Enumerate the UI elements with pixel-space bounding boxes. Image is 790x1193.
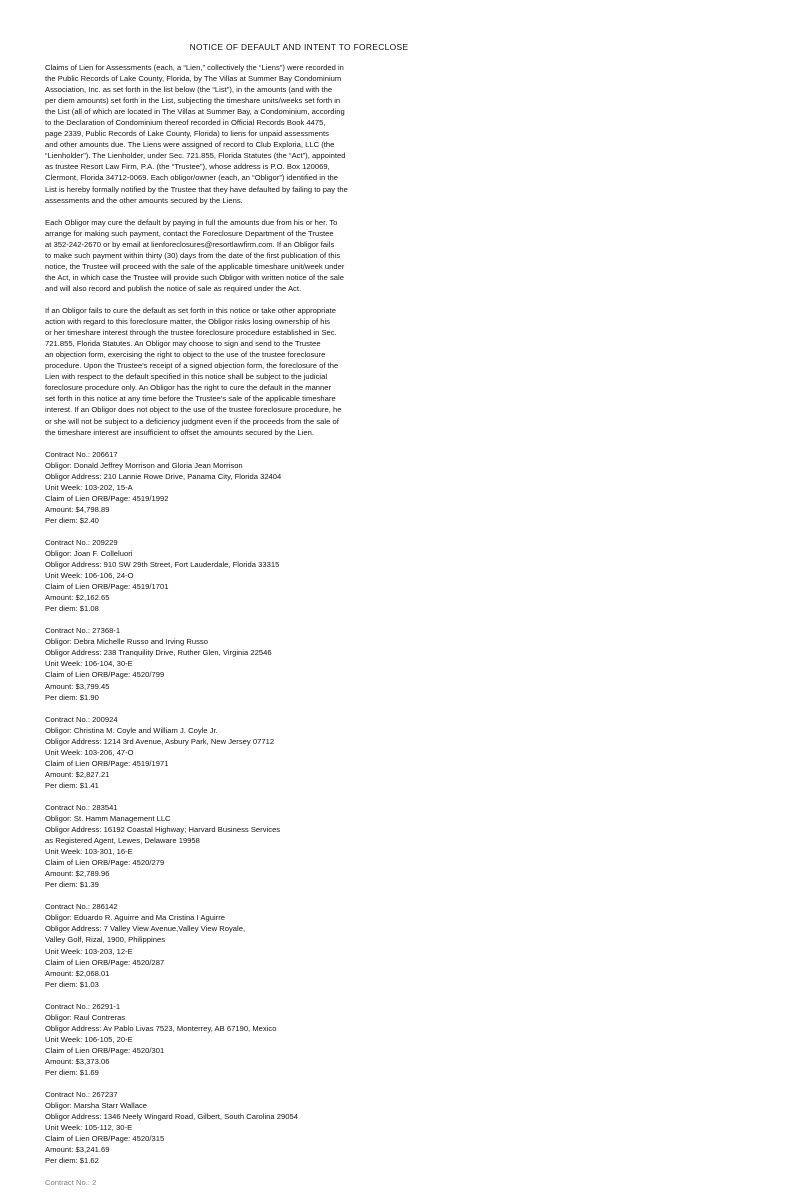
record-obligor: Obligor: Eduardo R. Aguirre and Ma Cristina I Aguirre <box>45 913 226 923</box>
paragraph-line: page 2339, Public Records of Lake County, Florida) to liens for unpaid assessments <box>45 129 329 139</box>
record-per-diem: Per diem: $1.08 <box>45 604 99 614</box>
record-claim-of-lien: Claim of Lien ORB/Page: 4519/1992 <box>45 493 169 503</box>
record-claim-of-lien: Claim of Lien ORB/Page: 4520/301 <box>45 1045 165 1055</box>
page-title: NOTICE OF DEFAULT AND INTENT TO FORECLOSE <box>189 42 409 52</box>
record-amount: Amount: $2,068.01 <box>45 968 110 978</box>
record-contract-no: Contract No.: 206617 <box>45 449 118 459</box>
record-unit-week: Unit Week: 106-105, 20-E <box>45 1034 133 1044</box>
record-per-diem: Per diem: $1.62 <box>45 1156 99 1166</box>
paragraph-line: an objection form, exercising the right to object to the use of the trustee foreclosure <box>45 350 326 360</box>
record-obligor: Obligor: Donald Jeffrey Morrison and Gloria Jean Morrison <box>45 460 243 470</box>
paragraph-line: the Public Records of Lake County, Florida, by The Villas at Summer Bay Condominium <box>45 74 342 84</box>
lien-record <box>45 1089 365 1166</box>
record-obligor: Obligor: Joan F. Colleluori <box>45 549 133 559</box>
record-unit-week: Unit Week: 105-112, 30-E <box>45 1123 133 1133</box>
record-obligor: Obligor: Raul Contreras <box>45 1012 126 1022</box>
paragraph-line: at 352-242-2670 or by email at lienforeclosures@resortlawfirm.com. If an Obligor fails <box>45 239 335 249</box>
record-obligor-address: Obligor Address: 238 Tranquility Drive, Ruther Glen, Virginia 22546 <box>45 648 272 658</box>
paragraph-line: the Act, in which case the Trustee will provide such Obligor with written notice of the sale <box>45 272 344 282</box>
record-unit-week: Unit Week: 106-106, 24-O <box>45 571 134 581</box>
paragraph-line: assessments and the other amounts secured by the Liens. <box>45 195 243 205</box>
record-amount: Amount: $3,241.69 <box>45 1145 110 1155</box>
record-claim-of-lien: Claim of Lien ORB/Page: 4520/799 <box>45 670 165 680</box>
lien-record-truncated <box>45 1177 365 1188</box>
record-obligor-address-cont: as Registered Agent, Lewes, Delaware 19958 <box>45 836 200 846</box>
paragraph-line: and will also record and publish the notice of sale as required under the Act. <box>45 283 302 293</box>
record-amount: Amount: $2,827.21 <box>45 769 110 779</box>
record-contract-no: Contract No.: 286142 <box>45 902 118 912</box>
lien-record <box>45 714 365 791</box>
record-claim-of-lien: Claim of Lien ORB/Page: 4520/315 <box>45 1134 165 1144</box>
record-contract-no: Contract No.: 209229 <box>45 537 118 547</box>
paragraph-line: procedure. Upon the Trustee's receipt of a signed objection form, the foreclosure of the <box>45 361 339 371</box>
paragraph-line: the timeshare interest are insufficient to offset the amounts secured by the Lien. <box>45 427 314 437</box>
record-per-diem: Per diem: $1.69 <box>45 1067 99 1077</box>
record-obligor-address: Obligor Address: 910 SW 29th Street, Fort Lauderdale, Florida 33315 <box>45 560 280 570</box>
paragraph-line: If an Obligor fails to cure the default as set forth in this notice or take other appropriate <box>45 306 337 316</box>
paragraph-liens-recorded <box>45 62 365 206</box>
record-claim-of-lien: Claim of Lien ORB/Page: 4520/279 <box>45 858 165 868</box>
paragraph-line: arrange for making such payment, contact the Foreclosure Department of the Trustee <box>45 228 334 238</box>
record-obligor-address: Obligor Address: 1214 3rd Avenue, Asbury Park, New Jersey 07712 <box>45 736 275 746</box>
record-claim-of-lien: Claim of Lien ORB/Page: 4519/1701 <box>45 582 169 592</box>
paragraph-line: as trustee Resort Law Firm, P.A. (the “Trustee”), whose address is P.O. Box 120069, <box>45 162 330 172</box>
paragraph-line: and other amounts due. The Liens were assigned of record to Club Exploria, LLC (the <box>45 140 335 150</box>
paragraph-line: List is hereby formally notified by the Trustee that they have defaulted by failing to pay the <box>45 184 348 194</box>
record-amount: Amount: $4,798.89 <box>45 504 110 514</box>
paragraph-line: to the Declaration of Condominium thereof recorded in Official Records Book 4475, <box>45 118 326 128</box>
paragraph-line: to make such payment within thirty (30) days from the date of the first publication of this <box>45 250 341 260</box>
record-unit-week: Unit Week: 103-206, 47-O <box>45 747 134 757</box>
record-per-diem: Per diem: $1.90 <box>45 692 99 702</box>
record-obligor-address: Obligor Address: 210 Lannie Rowe Drive, Panama City, Florida 32404 <box>45 471 282 481</box>
record-unit-week: Unit Week: 103-203, 12-E <box>45 946 133 956</box>
paragraph-line: Association, Inc. as set forth in the list below (the “List”), in the amounts (and with the <box>45 85 333 95</box>
paragraph-objection-rights <box>45 305 365 438</box>
lien-record <box>45 901 365 989</box>
paragraph-line: foreclosure procedure only. An Obligor has the right to cure the default in the manner <box>45 383 332 393</box>
record-obligor: Obligor: Marsha Starr Wallace <box>45 1101 148 1111</box>
record-contract-no: Contract No.: 283541 <box>45 802 118 812</box>
record-per-diem: Per diem: $1.03 <box>45 979 99 989</box>
record-contract-no: Contract No.: 27368-1 <box>45 626 121 636</box>
paragraph-line: “Lienholder”). The Lienholder, under Sec. 721.855, Florida Statutes (the “Act”), appointed <box>45 151 346 161</box>
paragraph-line: notice, the Trustee will proceed with the sale of the applicable timeshare unit/week under <box>45 261 345 271</box>
record-contract-no: Contract No.: 26291-1 <box>45 1001 121 1011</box>
paragraph-line: set forth in this notice at any time before the Trustee's sale of the applicable timeshare <box>45 394 336 404</box>
record-unit-week: Unit Week: 103-202, 15-A <box>45 482 133 492</box>
record-per-diem: Per diem: $2.40 <box>45 515 99 525</box>
record-unit-week: Unit Week: 106-104, 30-E <box>45 659 133 669</box>
lien-record-list <box>45 449 365 1188</box>
record-obligor: Obligor: Christina M. Coyle and William J. Coyle Jr. <box>45 725 218 735</box>
document-body <box>45 62 365 1193</box>
record-contract-no: Contract No.: 2 <box>45 1178 97 1188</box>
lien-record <box>45 802 365 890</box>
paragraph-line: per diem amounts) set forth in the List, subjecting the timeshare units/weeks set forth in <box>45 96 341 106</box>
record-obligor-address: Obligor Address: 1346 Neely Wingard Road, Gilbert, South Carolina 29054 <box>45 1112 298 1122</box>
record-obligor-address-cont: Valley Golf, Rizal, 1900, Philippines <box>45 935 166 945</box>
record-contract-no: Contract No.: 267237 <box>45 1090 118 1100</box>
record-amount: Amount: $2,162.65 <box>45 593 110 603</box>
paragraph-line: Each Obligor may cure the default by paying in full the amounts due from his or her. To <box>45 217 338 227</box>
lien-record <box>45 625 365 702</box>
record-amount: Amount: $2,789.96 <box>45 869 110 879</box>
record-obligor-address: Obligor Address: Av Pablo Livas 7523, Monterrey, AB 67190, Mexico <box>45 1023 277 1033</box>
record-per-diem: Per diem: $1.39 <box>45 880 99 890</box>
paragraph-line: 721.855, Florida Statutes. An Obligor may choose to sign and send to the Trustee <box>45 339 321 349</box>
lien-record <box>45 1001 365 1078</box>
paragraph-line: Claims of Lien for Assessments (each, a “Lien,” collectively the “Liens”) were recorded in <box>45 63 344 72</box>
record-obligor-address: Obligor Address: 7 Valley View Avenue,Valley View Royale, <box>45 924 246 934</box>
record-claim-of-lien: Claim of Lien ORB/Page: 4519/1971 <box>45 758 169 768</box>
paragraph-line: interest. If an Obligor does not object to the use of the trustee foreclosure procedure, he <box>45 405 342 415</box>
record-per-diem: Per diem: $1.41 <box>45 780 99 790</box>
paragraph-line: action with regard to this foreclosure matter, the Obligor risks losing ownership of his <box>45 317 330 327</box>
record-unit-week: Unit Week: 103-301, 16-E <box>45 847 133 857</box>
paragraph-line: or she will not be subject to a deficiency judgment even if the proceeds from the sale of <box>45 416 339 426</box>
paragraph-line: or her timeshare interest through the trustee foreclosure procedure established in Sec. <box>45 328 337 338</box>
paragraph-line: Clermont, Florida 34712-0069. Each obligor/owner (each, an “Obligor”) identified in the <box>45 173 338 183</box>
record-obligor: Obligor: St. Hamm Management LLC <box>45 814 171 823</box>
record-amount: Amount: $3,799.45 <box>45 681 110 691</box>
paragraph-line: the List (all of which are located in The Villas at Summer Bay, a Condominium, according <box>45 107 345 117</box>
record-obligor-address: Obligor Address: 16192 Coastal Highway; Harvard Business Services <box>45 825 281 835</box>
record-obligor: Obligor: Debra Michelle Russo and Irving Russo <box>45 637 208 647</box>
lien-record <box>45 449 365 526</box>
paragraph-cure-default <box>45 217 365 294</box>
record-amount: Amount: $3,373.06 <box>45 1056 110 1066</box>
paragraph-line: Lien with respect to the default specified in this notice shall be subject to the judicial <box>45 372 328 382</box>
lien-record <box>45 537 365 614</box>
record-contract-no: Contract No.: 200924 <box>45 714 118 724</box>
record-claim-of-lien: Claim of Lien ORB/Page: 4520/287 <box>45 957 165 967</box>
